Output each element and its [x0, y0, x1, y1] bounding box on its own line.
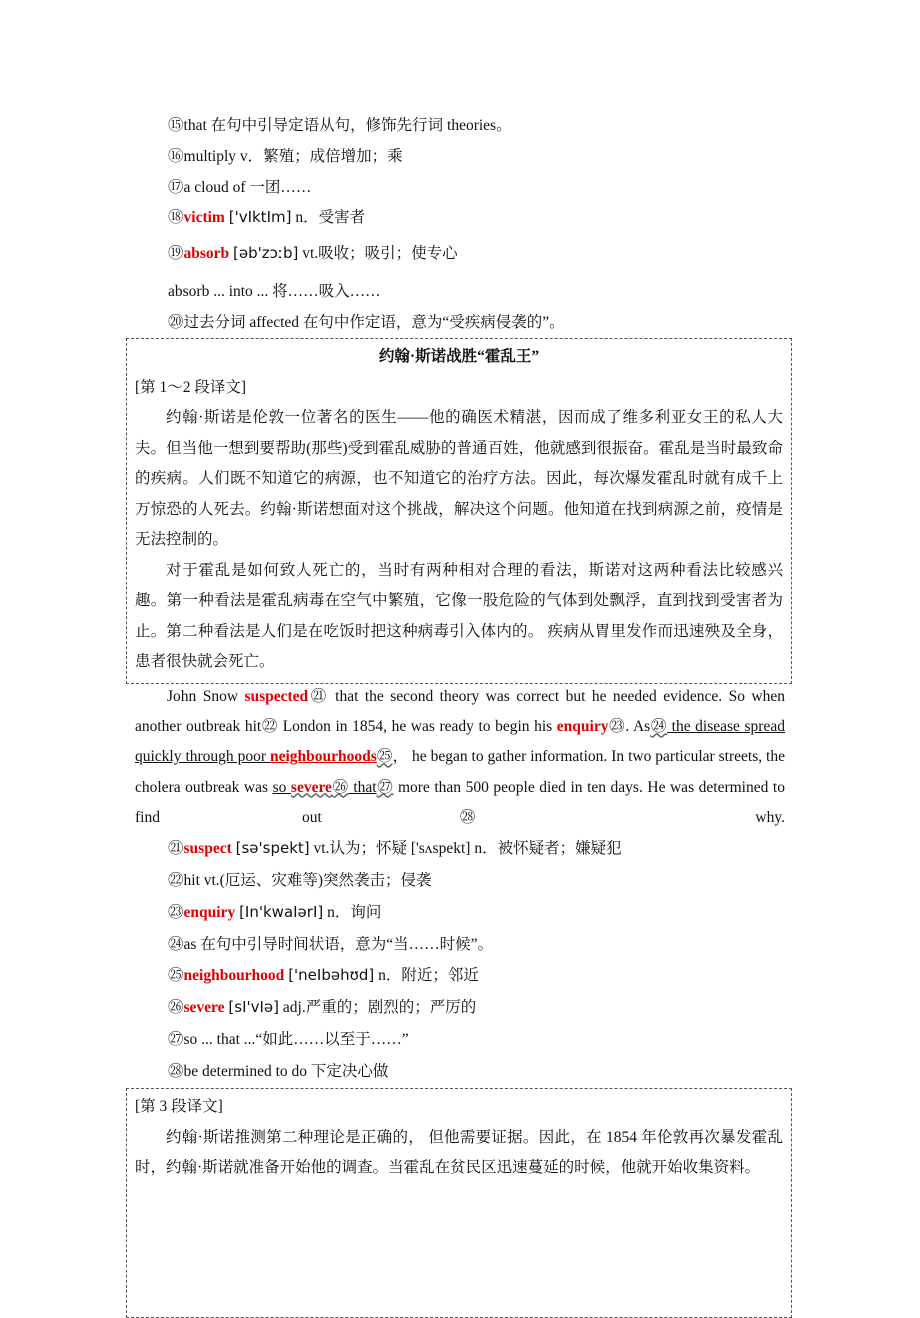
translation-paragraph: 对于霍乱是如何致人死亡的，当时有两种相对合理的看法，斯诺对这两种看法比较感兴趣。第一种看法是霍乱病毒在空气中繁殖，它像一股危险的气体到处飘浮，直到找到受害者为止。第二种看法是人们是在吃饭时把这种病毒引入体内的。 疾病从胃里发作而迅速殃及全身，患者很快就会死亡。	[135, 561, 783, 670]
phonetic: ['neIbəhʊd]	[288, 966, 375, 984]
definition: n．附近；邻近	[374, 967, 479, 984]
note-ref: ㉓	[608, 718, 626, 736]
note-number: ㉘	[168, 1063, 184, 1080]
note-number: ⑰	[168, 179, 184, 196]
note-number: ㉓	[168, 904, 184, 921]
note-26	[168, 995, 476, 1017]
vocab-word: severe	[183, 999, 225, 1016]
phonetic: ['vIktIm]	[228, 208, 292, 226]
note-number: ㉗	[168, 1031, 184, 1048]
definition: n．询问	[323, 904, 382, 921]
vocab-word: neighbourhood	[183, 967, 285, 984]
passage-text: that	[348, 778, 377, 796]
note-ref: ㉘	[321, 808, 614, 826]
phonetic: [In'kwaIərI]	[239, 903, 324, 921]
note-ref: ㉔	[650, 718, 668, 736]
phonetic: [sə'spekt]	[235, 839, 310, 857]
vocab-word: suspect	[183, 840, 232, 857]
note-text: be determined to do 下定决心做	[183, 1063, 389, 1080]
section-label: [第 1～2 段译文]	[135, 378, 247, 396]
note-24	[168, 932, 493, 954]
passage-text: that the second theory was correct but he needed evidence. So when another outbreak hit	[135, 688, 785, 736]
note-ref: ㉑	[308, 688, 329, 705]
note-number: ㉑	[168, 840, 184, 857]
phonetic: [əb'zɔːb]	[233, 244, 299, 262]
passage-text: more than 500 people died in ten days. He was determined to find out	[135, 778, 785, 826]
note-25	[168, 963, 479, 985]
note-number: ㉖	[168, 999, 184, 1016]
vocab-word: suspected	[244, 688, 309, 705]
translation-paragraph: 约翰·斯诺推测第二种理论是正确的， 但他需要证据。因此，在 1854 年伦敦再次暴发霍乱时，约翰·斯诺就准备开始他的调查。当霍乱在贫民区迅速蔓延的时候，他就开始收集资料。	[135, 1128, 783, 1176]
note-text: multiply v．繁殖；成倍增加；乘	[183, 148, 403, 165]
passage-paragraph	[135, 682, 785, 833]
note-16	[168, 144, 403, 166]
definition: n．受害者	[291, 209, 366, 226]
note-19	[168, 241, 458, 263]
translation-paragraph: 约翰·斯诺是伦敦一位著名的医生——他的确医术精湛，因而成了维多利亚女王的私人大夫。但当他一想到要帮助(那些)受到霍乱威胁的普通百姓，他就感到很振奋。霍乱是当时最致命的疾病。人们既不知道它的病源，也不知道它的治疗方法。因此，每次爆发霍乱时就有成千上万惊恐的人死去。约翰·斯诺想面对这个挑战，解决这个问题。他知道在找到病源之前，疫情是无法控制的。	[135, 409, 783, 548]
definition: vt.认为；怀疑 ['sʌspekt] n．被怀疑者；嫌疑犯	[309, 840, 622, 857]
note-number: ⑱	[168, 209, 184, 226]
note-number: ⑳	[168, 314, 184, 331]
translation-title: 约翰·斯诺战胜“霍乱王”	[378, 348, 540, 365]
passage-text: the disease spread quickly through poor	[135, 718, 785, 766]
note-17	[168, 175, 311, 197]
note-number: ⑲	[168, 245, 184, 262]
passage-text: . As	[625, 718, 651, 736]
note-text: absorb ... into ... 将……吸入……	[168, 283, 381, 300]
vocab-word: severe	[290, 778, 332, 796]
note-27	[168, 1027, 409, 1049]
passage-text: London in 1854, he was ready to begin his	[278, 718, 557, 736]
note-number: ㉕	[168, 967, 184, 984]
phonetic: [sI'vIə]	[228, 998, 280, 1016]
note-text: so ... that ...“如此……以至于……”	[183, 1031, 409, 1048]
passage-text: so	[272, 778, 291, 796]
vocab-word: enquiry	[183, 904, 236, 921]
vocab-word: enquiry	[556, 718, 609, 736]
note-text: as 在句中引导时间状语，意为“当……时候”。	[183, 936, 494, 953]
translation-box-1	[126, 338, 792, 684]
note-22	[168, 868, 432, 890]
note-21	[168, 836, 622, 858]
passage-text: ， he began to gather information. In two particular streets, the cholera outbreak was	[135, 748, 785, 796]
note-text: hit vt.(厄运、灾难等)突然袭击；侵袭	[183, 872, 432, 889]
note-number: ⑯	[168, 148, 184, 165]
definition: adj.严重的；剧烈的；严厉的	[279, 999, 477, 1016]
note-ref: ㉗	[376, 778, 394, 796]
note-ref: ㉕	[376, 748, 393, 766]
note-number: ㉔	[168, 936, 184, 953]
note-20	[168, 310, 565, 332]
note-ref: ㉖	[331, 778, 349, 796]
note-text: that 在句中引导定语从句，修饰先行词 theories。	[183, 117, 512, 134]
note-23	[168, 900, 381, 922]
vocab-word: neighbourhoods	[269, 748, 377, 766]
passage-text: John Snow	[167, 688, 245, 705]
note-text: a cloud of 一团……	[183, 179, 312, 196]
note-18	[168, 205, 365, 227]
note-19-phrase	[168, 279, 381, 301]
note-28	[168, 1059, 388, 1081]
note-ref: ㉒	[261, 718, 279, 736]
passage-text: why.	[613, 808, 785, 826]
definition: vt.吸收；吸引；使专心	[298, 245, 458, 262]
note-number: ⑮	[168, 117, 184, 134]
translation-box-2	[126, 1088, 792, 1318]
note-text: 过去分词 affected 在句中作定语，意为“受疾病侵袭的”。	[183, 314, 565, 331]
note-15	[168, 113, 512, 135]
note-number: ㉒	[168, 872, 184, 889]
vocab-word: victim	[183, 209, 225, 226]
vocab-word: absorb	[183, 245, 230, 262]
section-label: [第 3 段译文]	[135, 1098, 223, 1115]
